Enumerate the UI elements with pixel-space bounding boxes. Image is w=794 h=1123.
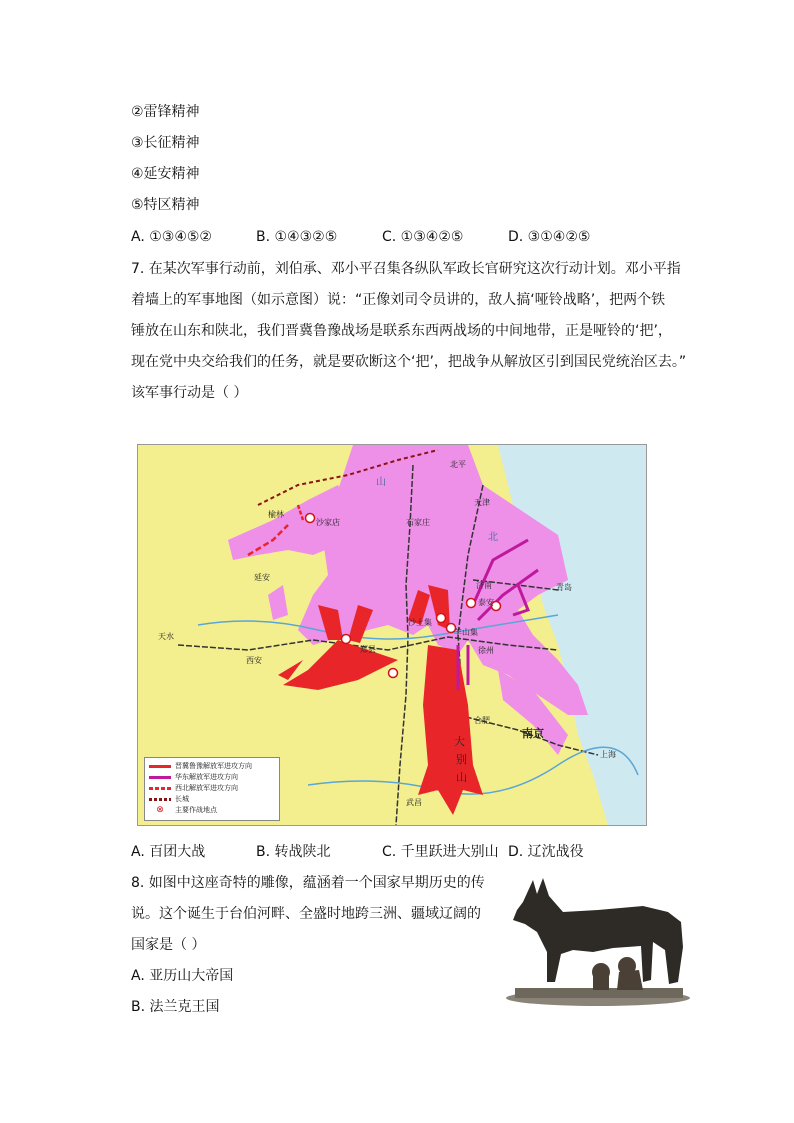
region-shan2: 山 [456, 771, 467, 784]
city-shijiazhuang: 石家庄 [406, 518, 430, 527]
q8-line-2: 说。这个诞生于台伯河畔、全盛时地跨三洲、疆域辽阔的 [131, 906, 481, 922]
q6-option-d[interactable]: D. ③①④②⑤ [508, 229, 591, 245]
city-shanghai: 上海 [600, 750, 616, 759]
q6-option-a[interactable]: A. ①③④⑤② [131, 229, 212, 245]
q7-option-c[interactable]: C. 千里跃进大别山 [382, 844, 499, 860]
city-tianshui: 天水 [158, 632, 174, 641]
q8-option-a[interactable]: A. 亚历山大帝国 [131, 968, 234, 984]
region-da: 大 [454, 735, 465, 748]
q7-line-1: 7. 在某次军事行动前，刘伯承、邓小平召集各纵队军政长官研究这次行动计划。邓小平指 [131, 261, 681, 277]
q7-line-4: 现在党中央交给我们的任务，就是要砍断这个‘把’，把战争从解放区引到国民党统治区去。” [131, 354, 687, 370]
city-taian: 泰安 [478, 598, 494, 607]
military-map [137, 444, 647, 826]
q7-line-3: 锤放在山东和陕北，我们晋冀鲁豫战场是联系东西两战场的中间地带，正是哑铃的‘把’， [131, 323, 672, 339]
region-bie: 别 [456, 753, 467, 766]
city-jinan: 济南 [476, 581, 492, 590]
legend-greatwall: 长城 [175, 795, 189, 803]
legend-huadong: 华东解放军进攻方向 [175, 773, 238, 781]
city-zhengxian: 郑县 [360, 645, 376, 654]
q6-option-c[interactable]: C. ①③④②⑤ [382, 229, 464, 245]
region-shan: 山 [376, 477, 386, 488]
item-2: ②雷锋精神 [131, 104, 200, 120]
q7-line-2: 着墙上的军事地图（如示意图）说：“正像刘司令员讲的，敌人搞‘哑铃战略’，把两个铁 [131, 292, 666, 308]
q7-option-d[interactable]: D. 辽沈战役 [508, 844, 584, 860]
city-hefei: 合肥 [474, 716, 490, 725]
region-bei: 北 [488, 532, 498, 543]
city-shajiadian: 沙家店 [316, 518, 340, 527]
map-legend [144, 757, 280, 821]
q8-line-3: 国家是（ ） [131, 937, 206, 953]
city-yanan: 延安 [254, 573, 270, 582]
legend-battle: 主要作战地点 [175, 806, 217, 814]
q7-line-5: 该军事行动是（ ） [131, 385, 248, 401]
q8-option-b[interactable]: B. 法兰克王国 [131, 999, 220, 1015]
city-tianjin: 天津 [474, 498, 490, 507]
city-qingdao: 青岛 [556, 583, 572, 592]
q6-option-b[interactable]: B. ①④③②⑤ [256, 229, 338, 245]
city-wuchang: 武昌 [406, 798, 422, 807]
item-5: ⑤特区精神 [131, 197, 200, 213]
city-nanjing: 南京 [522, 727, 544, 740]
city-yangshanji: 羊山集 [454, 628, 478, 637]
battle-marker-icon: ⊗ [156, 805, 164, 815]
item-3: ③长征精神 [131, 135, 200, 151]
city-xuzhou: 徐州 [478, 646, 494, 655]
city-shatuji: 沙土集 [408, 618, 432, 627]
city-yulin: 榆林 [268, 510, 284, 519]
item-4: ④延安精神 [131, 166, 200, 182]
q7-option-a[interactable]: A. 百团大战 [131, 844, 206, 860]
q7-option-b[interactable]: B. 转战陕北 [256, 844, 331, 860]
legend-xibei: 西北解放军进攻方向 [175, 784, 238, 792]
capitoline-wolf-statue [503, 872, 693, 1006]
city-beiping: 北平 [450, 460, 466, 469]
legend-jinjiluyu: 晋冀鲁豫解放军进攻方向 [175, 762, 252, 770]
q8-line-1: 8. 如图中这座奇特的雕像，蕴涵着一个国家早期历史的传 [131, 875, 485, 891]
city-xian: 西安 [246, 656, 262, 665]
